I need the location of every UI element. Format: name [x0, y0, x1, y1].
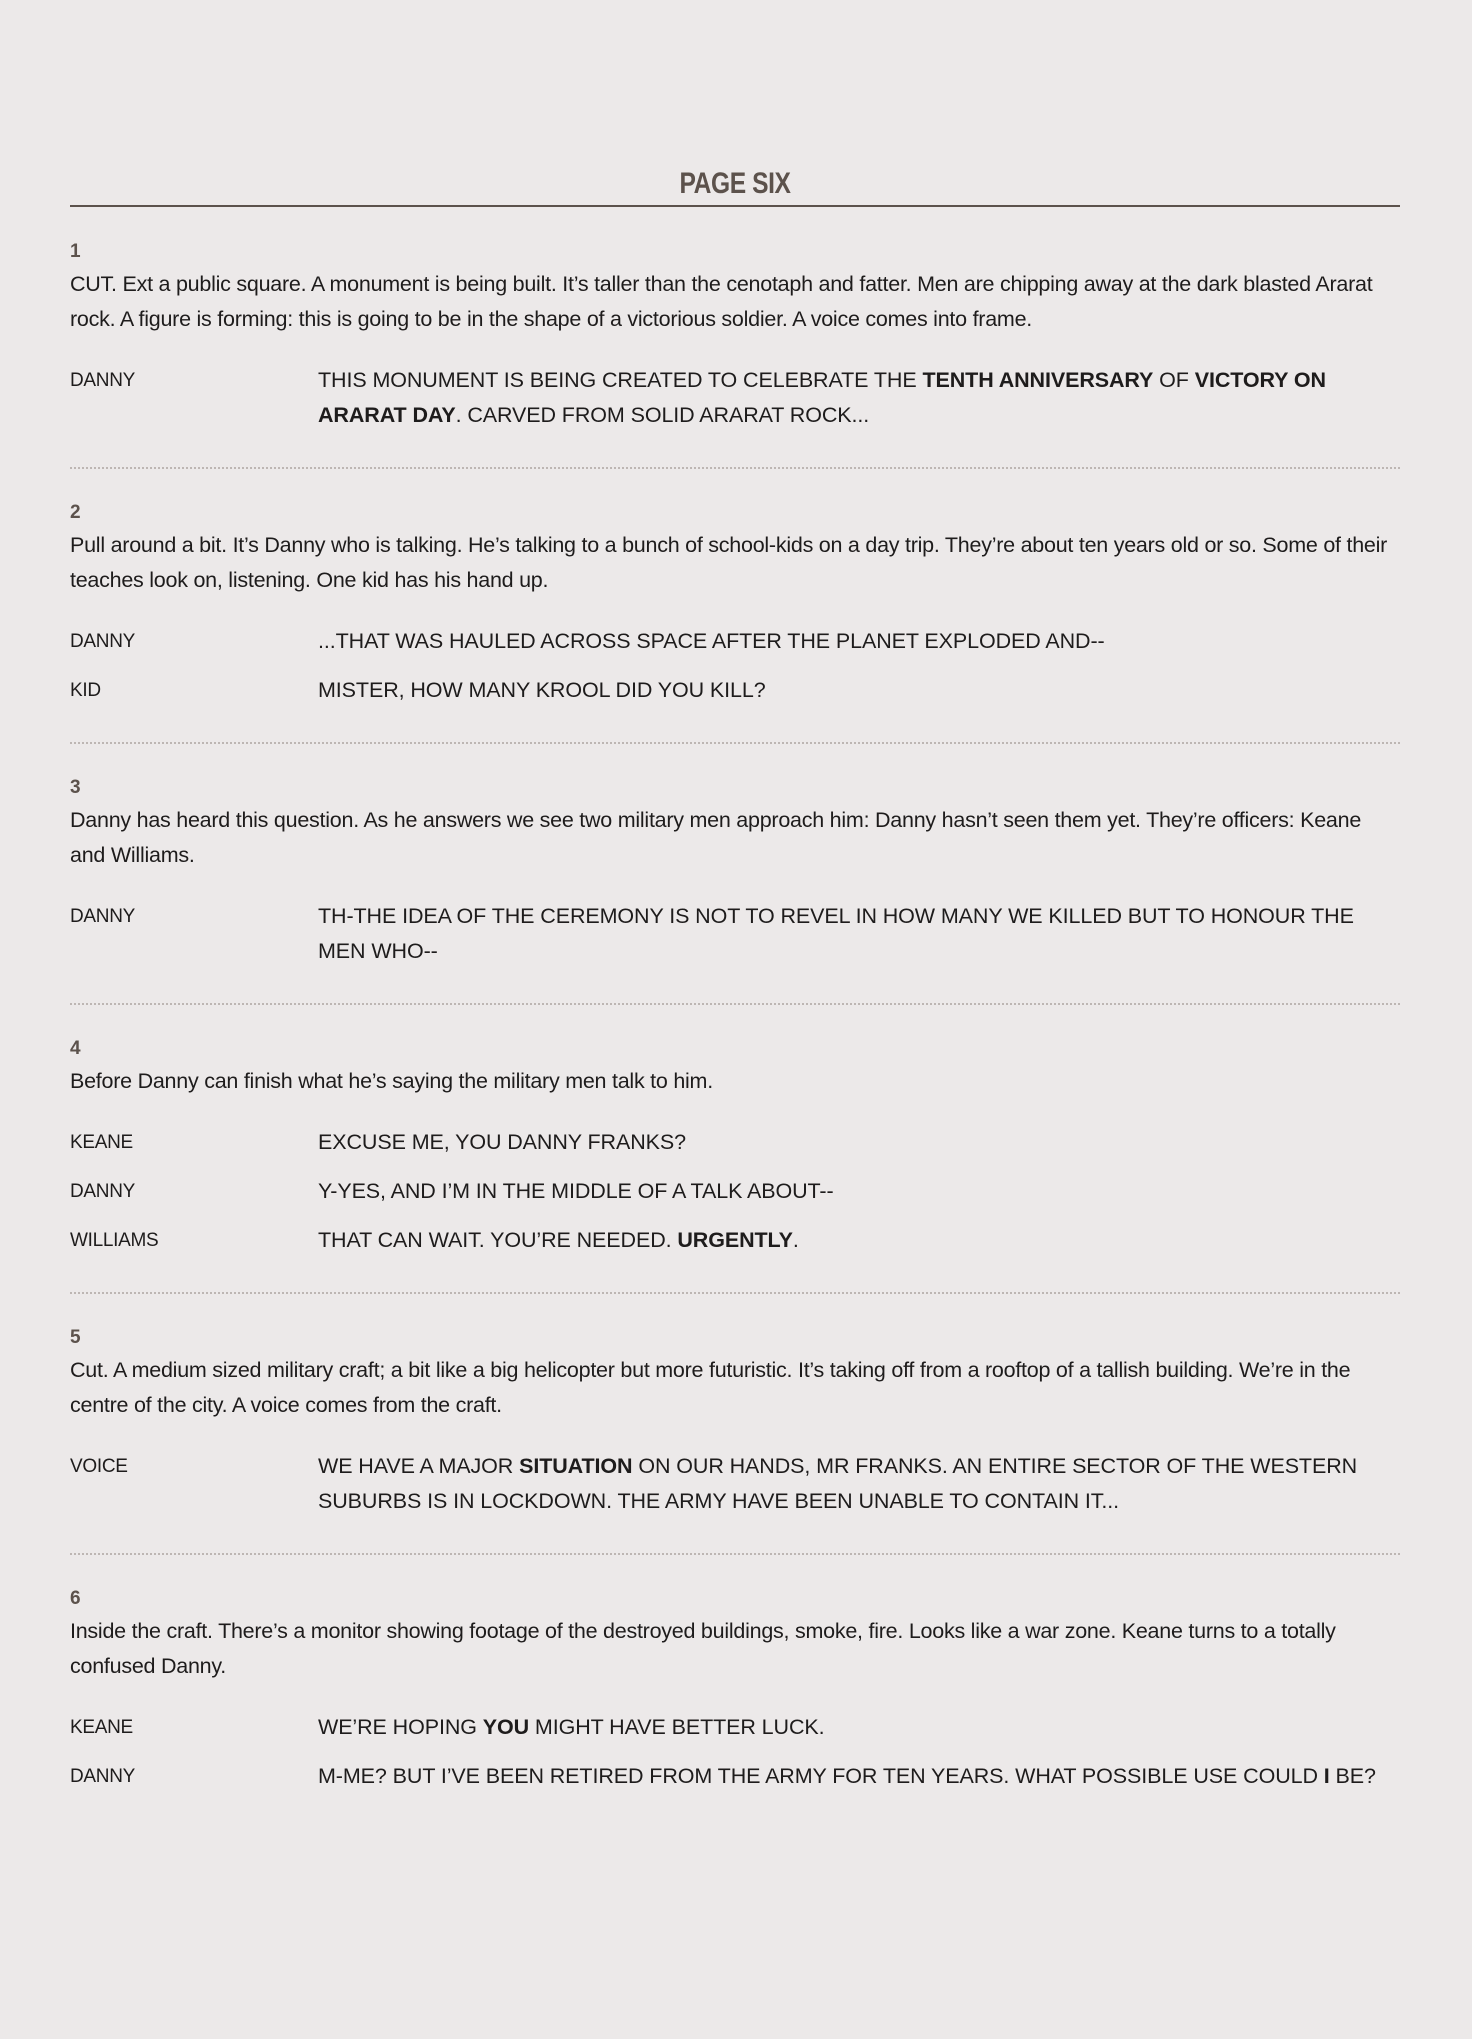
panel: [70, 467, 1400, 708]
emphasis-text: TENTH ANNIVERSARY: [922, 368, 1154, 392]
emphasis-text: I: [1323, 1764, 1330, 1788]
dialogue-line: [318, 1710, 1400, 1745]
panel-list: [70, 207, 1400, 1794]
dialogue-text: WE’RE HOPING: [318, 1715, 483, 1739]
speaker-name: KEANE: [70, 1717, 133, 1738]
panel-number: 6: [70, 1588, 81, 1609]
dialogue-text: ON OUR HANDS, MR FRANKS. AN ENTIRE SECTOR OF THE WESTERN SUBURBS IS IN LOCKDOWN. THE ARMY HAVE BEEN UNABLE TO CONTAIN IT...: [318, 1454, 1358, 1513]
speaker-name: DANNY: [70, 370, 136, 391]
dialogue-row: [70, 363, 1400, 433]
dialogue-text: BE?: [1329, 1764, 1376, 1788]
dialogue-line: [318, 624, 1400, 659]
emphasis-text: VICTORY ON ARARAT DAY: [318, 368, 1326, 427]
dialogue-line: [318, 673, 1400, 708]
dialogue-text: OF: [1153, 368, 1195, 392]
panel-number: 2: [70, 502, 81, 523]
dialogue-text: WE HAVE A MAJOR: [318, 1454, 520, 1478]
dialogue-text: Y-YES, AND I’M IN THE MIDDLE OF A TALK ABOUT--: [318, 1179, 834, 1203]
emphasis-text: SITUATION: [519, 1454, 633, 1478]
panel-number: 5: [70, 1327, 81, 1348]
dialogue-text: TH-THE IDEA OF THE CEREMONY IS NOT TO REVEL IN HOW MANY WE KILLED BUT TO HONOUR THE MEN WHO--: [318, 904, 1354, 963]
panel-number: 1: [70, 241, 81, 262]
dialogue-text: THAT CAN WAIT. YOU’RE NEEDED.: [318, 1228, 678, 1252]
speaker-name: DANNY: [70, 631, 136, 652]
dialogue-line: [318, 1174, 1400, 1209]
panel-description: Before Danny can finish what he’s saying the military men talk to him.: [70, 1069, 713, 1093]
dialogue-text: MISTER, HOW MANY KROOL DID YOU KILL?: [318, 678, 766, 702]
panel-description: CUT. Ext a public square. A monument is being built. It’s taller than the cenotaph and fatter. Men are chipping away at the dark blasted Ararat rock. A figure is forming: this is going to be in the shape of a victorious soldier. A voice comes into frame.: [70, 272, 1373, 331]
panel: [70, 1003, 1400, 1258]
dialogue-text: ...THAT WAS HAULED ACROSS SPACE AFTER THE PLANET EXPLODED AND--: [318, 629, 1105, 653]
emphasis-text: YOU: [482, 1715, 530, 1739]
panel-description: Inside the craft. There’s a monitor showing footage of the destroyed buildings, smoke, fire. Looks like a war zone. Keane turns to a totally confused Danny.: [70, 1619, 1336, 1678]
panel-description: Pull around a bit. It’s Danny who is talking. He’s talking to a bunch of school-kids on a day trip. They’re about ten years old or so. Some of their teaches look on, listening. One kid has his hand up.: [70, 533, 1388, 592]
speaker-name: VOICE: [70, 1456, 128, 1477]
panel: [70, 1292, 1400, 1519]
speaker-name: DANNY: [70, 1181, 136, 1202]
dialogue-line: [318, 1759, 1400, 1794]
speaker-name: DANNY: [70, 906, 136, 927]
speaker-name: KID: [70, 680, 101, 701]
script-page: [70, 164, 1400, 1828]
dialogue-line: [318, 1125, 1400, 1160]
panel-description: Danny has heard this question. As he answers we see two military men approach him: Danny hasn’t seen them yet. They’re officers: Keane and Williams.: [70, 808, 1362, 867]
speaker-name: KEANE: [70, 1132, 133, 1153]
dialogue-row: [70, 1223, 1400, 1258]
dialogue-row: [70, 1710, 1400, 1745]
dialogue-row: [70, 1449, 1400, 1519]
page-title: PAGE SIX: [679, 167, 791, 200]
dialogue-row: [70, 899, 1400, 969]
panel-description: Cut. A medium sized military craft; a bit like a big helicopter but more futuristic. It’s taking off from a rooftop of a tallish building. We’re in the centre of the city. A voice comes from the craft.: [70, 1358, 1351, 1417]
dialogue-line: [318, 1449, 1400, 1519]
panel: [70, 207, 1400, 433]
emphasis-text: URGENTLY: [677, 1228, 793, 1252]
dialogue-text: . CARVED FROM SOLID ARARAT ROCK...: [455, 403, 870, 427]
dialogue-row: [70, 1174, 1400, 1209]
dialogue-text: THIS MONUMENT IS BEING CREATED TO CELEBRATE THE: [318, 368, 923, 392]
dialogue-row: [70, 1759, 1400, 1794]
dialogue-row: [70, 1125, 1400, 1160]
speaker-name: DANNY: [70, 1766, 136, 1787]
dialogue-line: [318, 1223, 1400, 1258]
speaker-name: WILLIAMS: [70, 1230, 159, 1251]
panel-number: 4: [70, 1038, 81, 1059]
dialogue-text: EXCUSE ME, YOU DANNY FRANKS?: [318, 1130, 686, 1154]
dialogue-row: [70, 673, 1400, 708]
panel-number: 3: [70, 777, 81, 798]
dialogue-text: M-ME? BUT I’VE BEEN RETIRED FROM THE ARMY FOR TEN YEARS. WHAT POSSIBLE USE COULD: [318, 1764, 1324, 1788]
dialogue-text: MIGHT HAVE BETTER LUCK.: [529, 1715, 825, 1739]
panel: [70, 1553, 1400, 1794]
dialogue-line: [318, 899, 1400, 969]
dialogue-row: [70, 624, 1400, 659]
dialogue-text: .: [792, 1228, 799, 1252]
panel: [70, 742, 1400, 969]
dialogue-line: [318, 363, 1400, 433]
